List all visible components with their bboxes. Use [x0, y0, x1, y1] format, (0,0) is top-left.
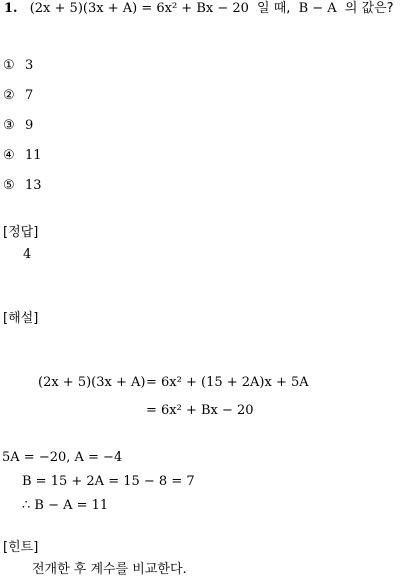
explanation-line1-rhs: = 6x² + (15 + 2A)x + 5A	[146, 375, 309, 390]
question	[4, 2, 394, 15]
choice-4-mark: ④	[3, 148, 15, 163]
question-equation: (2x + 5)(3x + A) = 6x² + Bx − 20	[29, 1, 249, 16]
choice-5-value: 13	[25, 178, 42, 193]
choice-1-value: 3	[25, 58, 34, 73]
choice-5-mark: ⑤	[3, 178, 15, 193]
choice-3[interactable]	[3, 119, 33, 132]
explanation-line5: ∴ B − A = 11	[22, 498, 109, 513]
question-target: B − A	[298, 1, 337, 16]
choice-2-value: 7	[25, 88, 34, 103]
choice-2[interactable]	[3, 89, 33, 102]
choice-4-value: 11	[25, 148, 42, 163]
answer-value: 4	[23, 247, 32, 262]
explanation-label: [해설]	[3, 311, 39, 326]
choice-5[interactable]	[3, 179, 42, 192]
hint-text: 전개한 후 계수를 비교한다.	[32, 562, 187, 577]
answer-label: [정답]	[3, 225, 39, 240]
choice-2-mark: ②	[3, 88, 15, 103]
choice-3-value: 9	[25, 118, 34, 133]
choice-1[interactable]	[3, 59, 33, 72]
question-stem-text: 일 때,	[257, 1, 291, 16]
explanation-line2-rhs: = 6x² + Bx − 20	[146, 403, 254, 418]
question-ask-text: 의 값은?	[344, 1, 394, 16]
explanation-line4: B = 15 + 2A = 15 − 8 = 7	[22, 474, 195, 489]
choice-3-mark: ③	[3, 118, 15, 133]
explanation-line3: 5A = −20, A = −4	[2, 450, 123, 465]
choice-1-mark: ①	[3, 58, 15, 73]
choice-4[interactable]	[3, 149, 42, 162]
question-number: 1.	[4, 1, 18, 16]
hint-label: [힌트]	[3, 540, 39, 555]
explanation-line1-lhs: (2x + 5)(3x + A)	[38, 375, 146, 390]
